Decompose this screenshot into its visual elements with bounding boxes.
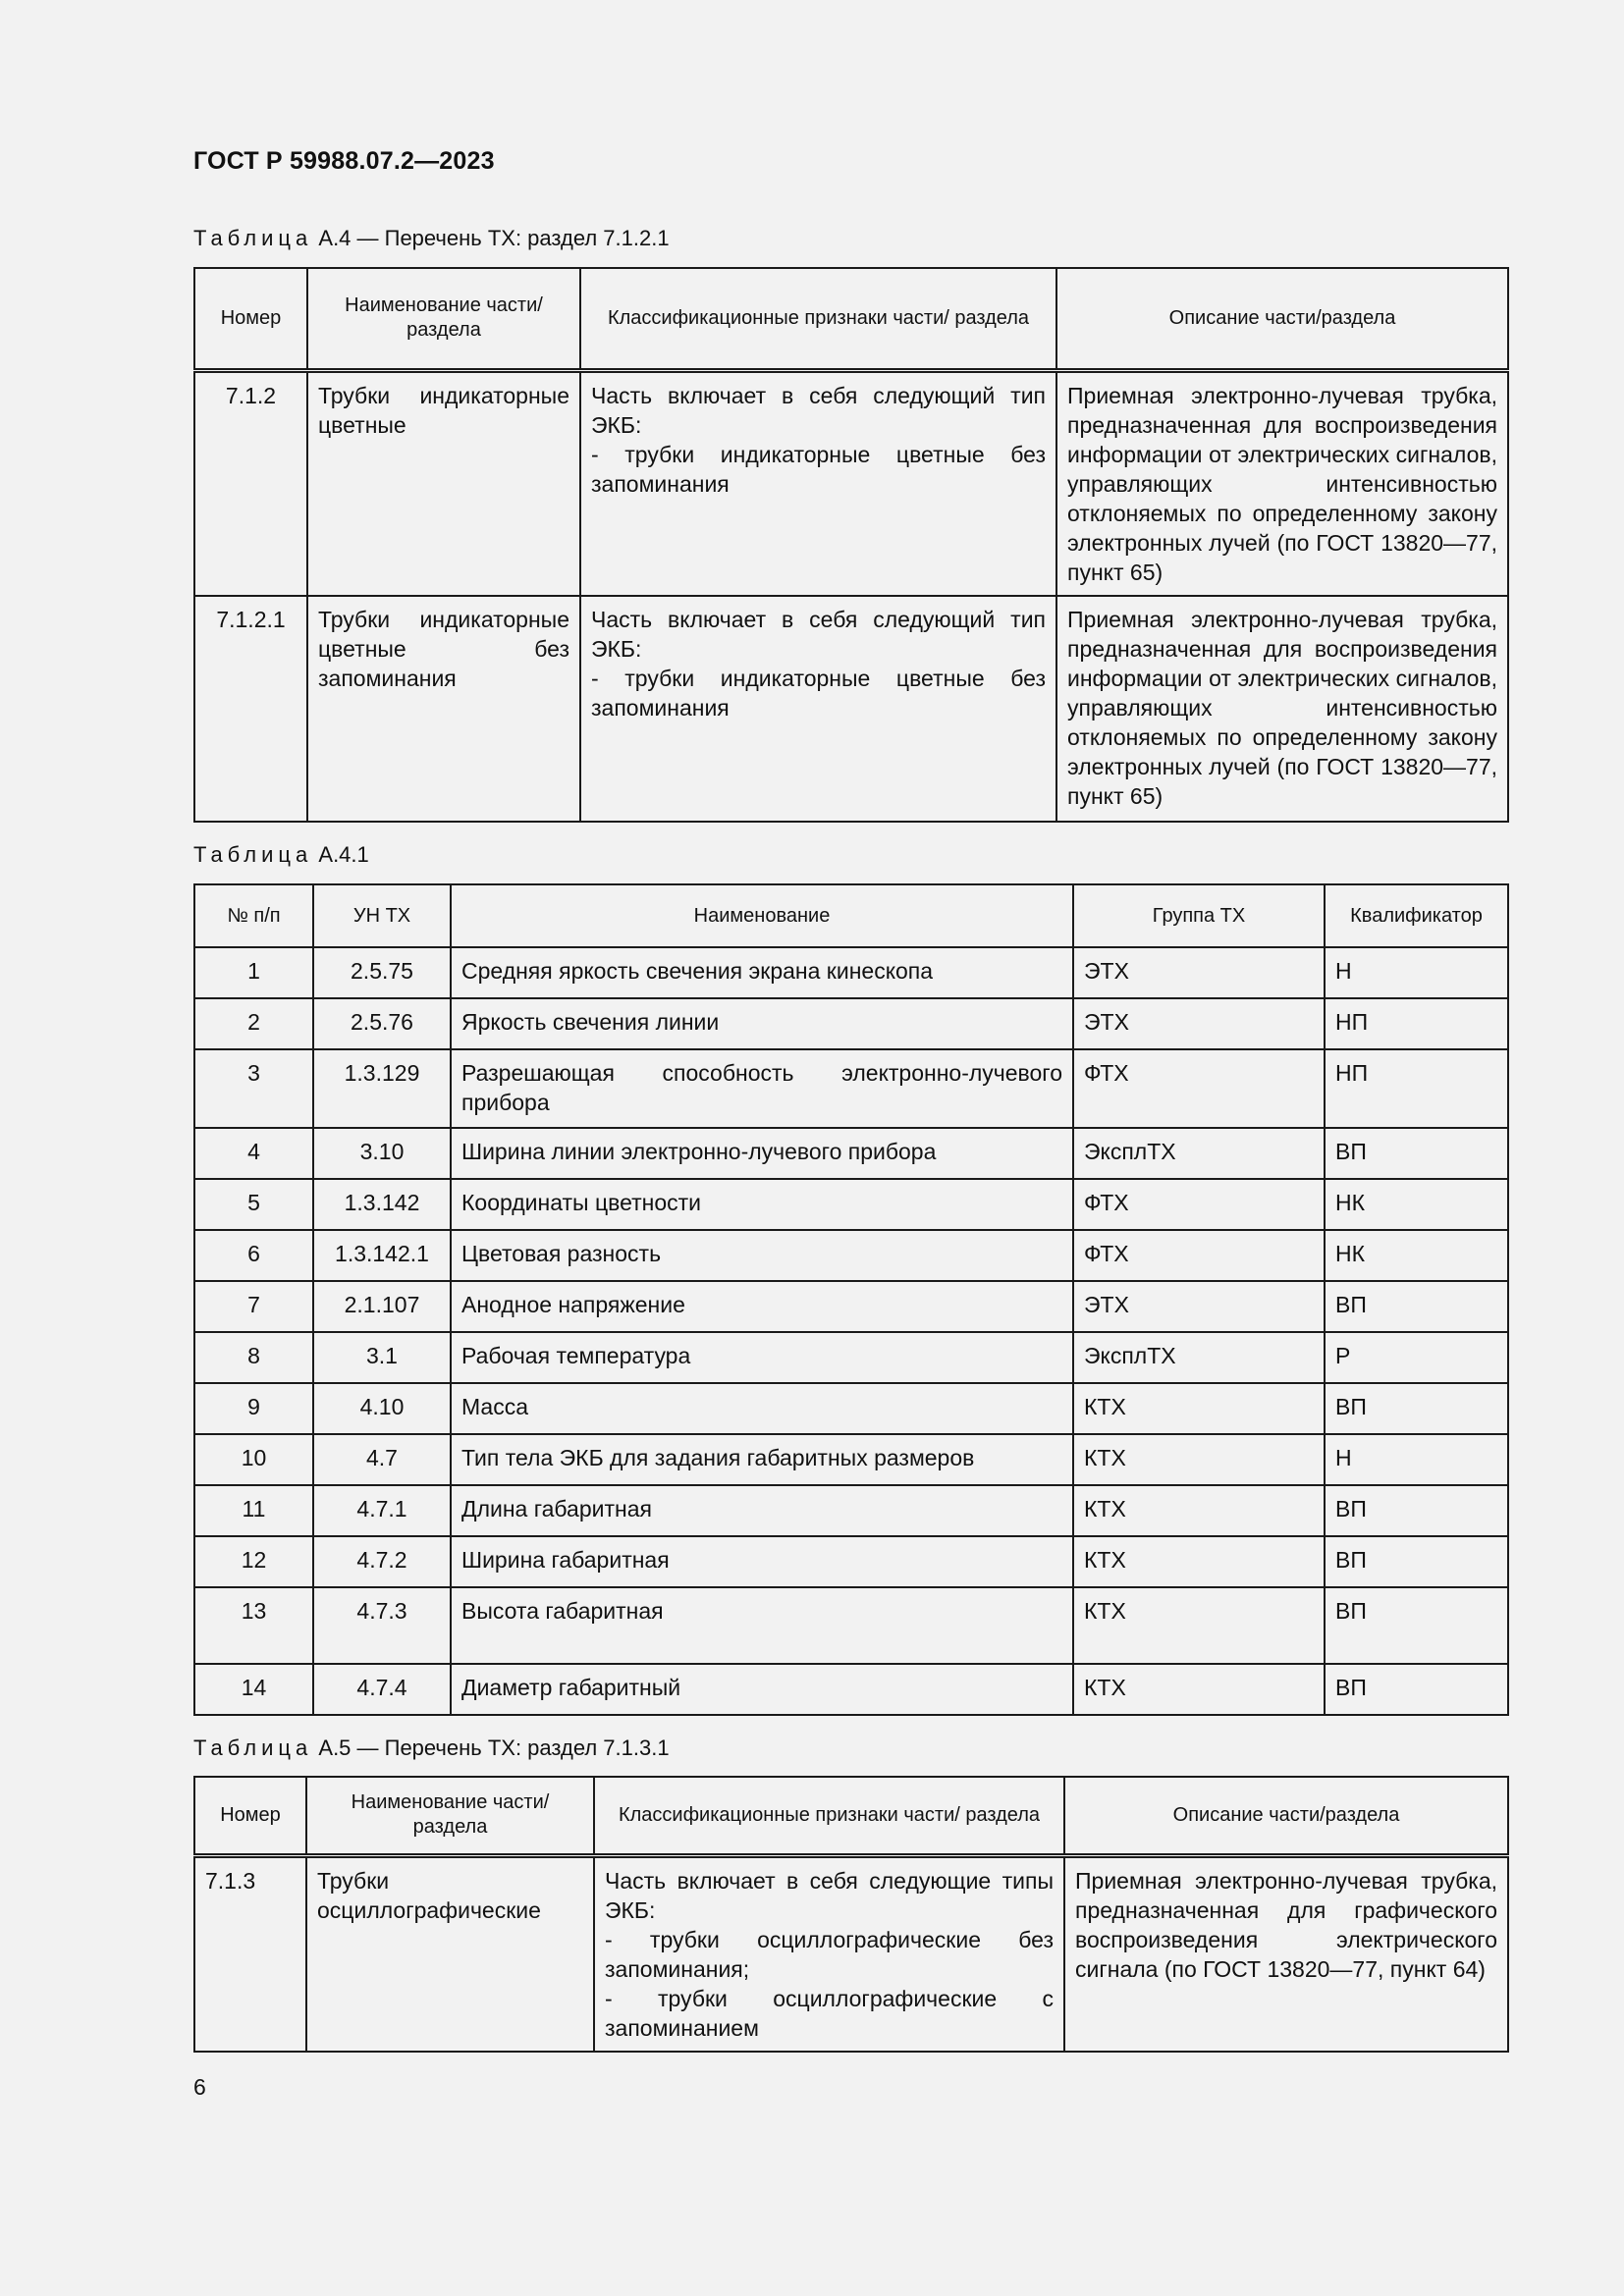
table-row [194, 1434, 1508, 1485]
table-row [194, 1128, 1508, 1179]
table-row [194, 1281, 1508, 1332]
row-name: Высота габаритная [451, 1587, 1073, 1664]
row-number: 6 [194, 1230, 313, 1281]
table-row [194, 998, 1508, 1049]
row-group: ЭТХ [1073, 947, 1325, 998]
header-cell: Описание части/раздела [1064, 1777, 1508, 1855]
table-row [194, 1383, 1508, 1434]
row-code: 1.3.142 [313, 1179, 451, 1230]
row-number: 3 [194, 1049, 313, 1128]
table-row [194, 1855, 1508, 2052]
header-cell: Классификационные признаки части/ раздела [594, 1777, 1064, 1855]
document-title: ГОСТ Р 59988.07.2—2023 [193, 147, 495, 175]
row-number: 14 [194, 1664, 313, 1715]
caption-text: А.4.1 [318, 842, 369, 867]
row-group: КТХ [1073, 1664, 1325, 1715]
header-cell: Классификационные признаки части/ раздела [580, 268, 1056, 370]
row-group: ЭТХ [1073, 1281, 1325, 1332]
row-name: Ширина линии электронно-лучевого прибора [451, 1128, 1073, 1179]
row-number: 7.1.3 [194, 1855, 306, 2052]
table-row [194, 1485, 1508, 1536]
row-name: Масса [451, 1383, 1073, 1434]
table-a4 [193, 267, 1509, 823]
row-qualifier: НП [1325, 998, 1508, 1049]
table-row [194, 1179, 1508, 1230]
row-classification: Часть включает в себя следующий тип ЭКБ: - трубки индикаторные цветные без запоминания [580, 370, 1056, 596]
table-row [194, 947, 1508, 998]
row-classification: Часть включает в себя следующие типы ЭКБ: - трубки осциллографические без запоминания; - трубки осциллографические с запоминанием [594, 1855, 1064, 2052]
table-a4-caption [193, 226, 670, 251]
row-number: 12 [194, 1536, 313, 1587]
row-qualifier: НК [1325, 1179, 1508, 1230]
row-number: 7.1.2 [194, 370, 307, 596]
row-description: Приемная электронно-лучевая трубка, предназначенная для графического воспроизведения электрического сигнала (по ГОСТ 13820—77, пункт 64) [1064, 1855, 1508, 2052]
row-code: 4.7.1 [313, 1485, 451, 1536]
header-cell: Описание части/раздела [1056, 268, 1508, 370]
row-number: 5 [194, 1179, 313, 1230]
row-code: 3.1 [313, 1332, 451, 1383]
row-number: 7.1.2.1 [194, 596, 307, 822]
row-code: 3.10 [313, 1128, 451, 1179]
table-a5 [193, 1776, 1509, 2053]
row-group: ФТХ [1073, 1230, 1325, 1281]
row-code: 1.3.142.1 [313, 1230, 451, 1281]
header-cell: УН ТХ [313, 884, 451, 947]
row-code: 1.3.129 [313, 1049, 451, 1128]
row-group: КТХ [1073, 1536, 1325, 1587]
table-row [194, 1664, 1508, 1715]
table-row [194, 596, 1508, 822]
header-cell: № п/п [194, 884, 313, 947]
row-number: 9 [194, 1383, 313, 1434]
row-code: 4.7.2 [313, 1536, 451, 1587]
row-description: Приемная электронно-лучевая трубка, предназначенная для воспроизведения информации от электрических сигналов, управляющих интенсивностью отклоняемых по определенному закону электронных лучей (по ГОСТ 13820—77, пункт 65) [1056, 596, 1508, 822]
row-qualifier: ВП [1325, 1587, 1508, 1664]
row-number: 1 [194, 947, 313, 998]
table-row [194, 1332, 1508, 1383]
row-name: Ширина габаритная [451, 1536, 1073, 1587]
row-group: ФТХ [1073, 1049, 1325, 1128]
row-name: Диаметр габаритный [451, 1664, 1073, 1715]
row-qualifier: Н [1325, 947, 1508, 998]
row-qualifier: НП [1325, 1049, 1508, 1128]
header-cell: Квалификатор [1325, 884, 1508, 947]
header-cell: Номер [194, 268, 307, 370]
row-code: 4.7.3 [313, 1587, 451, 1664]
row-qualifier: Н [1325, 1434, 1508, 1485]
row-code: 4.7.4 [313, 1664, 451, 1715]
table-row [194, 1587, 1508, 1664]
row-group: ФТХ [1073, 1179, 1325, 1230]
table-a41 [193, 883, 1509, 1716]
header-cell: Наименование части/ раздела [306, 1777, 594, 1855]
caption-word: Таблица [193, 842, 313, 867]
row-name: Рабочая температура [451, 1332, 1073, 1383]
row-number: 2 [194, 998, 313, 1049]
caption-word: Таблица [193, 1735, 313, 1760]
header-cell: Номер [194, 1777, 306, 1855]
row-name: Анодное напряжение [451, 1281, 1073, 1332]
table-header-row [194, 1777, 1508, 1855]
row-classification: Часть включает в себя следующий тип ЭКБ: - трубки индикаторные цветные без запоминания [580, 596, 1056, 822]
row-name: Разрешающая способность электронно-лучевого прибора [451, 1049, 1073, 1128]
caption-word: Таблица [193, 226, 313, 250]
row-number: 10 [194, 1434, 313, 1485]
table-row [194, 1230, 1508, 1281]
caption-text: А.4 — Перечень ТХ: раздел 7.1.2.1 [318, 226, 670, 250]
row-description: Приемная электронно-лучевая трубка, предназначенная для воспроизведения информации от электрических сигналов, управляющих интенсивностью отклоняемых по определенному закону электронных лучей (по ГОСТ 13820—77, пункт 65) [1056, 370, 1508, 596]
header-cell: Наименование части/ раздела [307, 268, 580, 370]
row-number: 13 [194, 1587, 313, 1664]
row-number: 4 [194, 1128, 313, 1179]
row-name: Средняя яркость свечения экрана кинескопа [451, 947, 1073, 998]
row-name: Трубки индикаторные цветные без запоминания [307, 596, 580, 822]
row-group: КТХ [1073, 1434, 1325, 1485]
row-name: Тип тела ЭКБ для задания габаритных размеров [451, 1434, 1073, 1485]
row-code: 4.7 [313, 1434, 451, 1485]
table-row [194, 370, 1508, 596]
row-group: КТХ [1073, 1383, 1325, 1434]
row-group: ЭТХ [1073, 998, 1325, 1049]
row-qualifier: ВП [1325, 1536, 1508, 1587]
row-name: Яркость свечения линии [451, 998, 1073, 1049]
row-group: КТХ [1073, 1485, 1325, 1536]
table-a41-caption [193, 842, 369, 868]
header-cell: Группа ТХ [1073, 884, 1325, 947]
row-name: Цветовая разность [451, 1230, 1073, 1281]
table-header-row [194, 268, 1508, 370]
row-name: Координаты цветности [451, 1179, 1073, 1230]
row-qualifier: НК [1325, 1230, 1508, 1281]
row-number: 8 [194, 1332, 313, 1383]
row-name: Трубки индикаторные цветные [307, 370, 580, 596]
row-number: 7 [194, 1281, 313, 1332]
row-name: Трубки осциллографические [306, 1855, 594, 2052]
row-number: 11 [194, 1485, 313, 1536]
caption-text: А.5 — Перечень ТХ: раздел 7.1.3.1 [318, 1735, 670, 1760]
table-body [194, 947, 1508, 1715]
row-code: 2.5.76 [313, 998, 451, 1049]
row-group: ЭксплТХ [1073, 1332, 1325, 1383]
row-qualifier: ВП [1325, 1485, 1508, 1536]
table-a5-caption [193, 1735, 670, 1761]
row-qualifier: ВП [1325, 1664, 1508, 1715]
row-qualifier: Р [1325, 1332, 1508, 1383]
row-qualifier: ВП [1325, 1128, 1508, 1179]
table-row [194, 1049, 1508, 1128]
row-qualifier: ВП [1325, 1383, 1508, 1434]
page-number: 6 [193, 2074, 206, 2100]
row-code: 4.10 [313, 1383, 451, 1434]
table-header-row [194, 884, 1508, 947]
row-code: 2.1.107 [313, 1281, 451, 1332]
header-cell: Наименование [451, 884, 1073, 947]
table-row [194, 1536, 1508, 1587]
row-group: КТХ [1073, 1587, 1325, 1664]
row-group: ЭксплТХ [1073, 1128, 1325, 1179]
row-name: Длина габаритная [451, 1485, 1073, 1536]
row-qualifier: ВП [1325, 1281, 1508, 1332]
row-code: 2.5.75 [313, 947, 451, 998]
